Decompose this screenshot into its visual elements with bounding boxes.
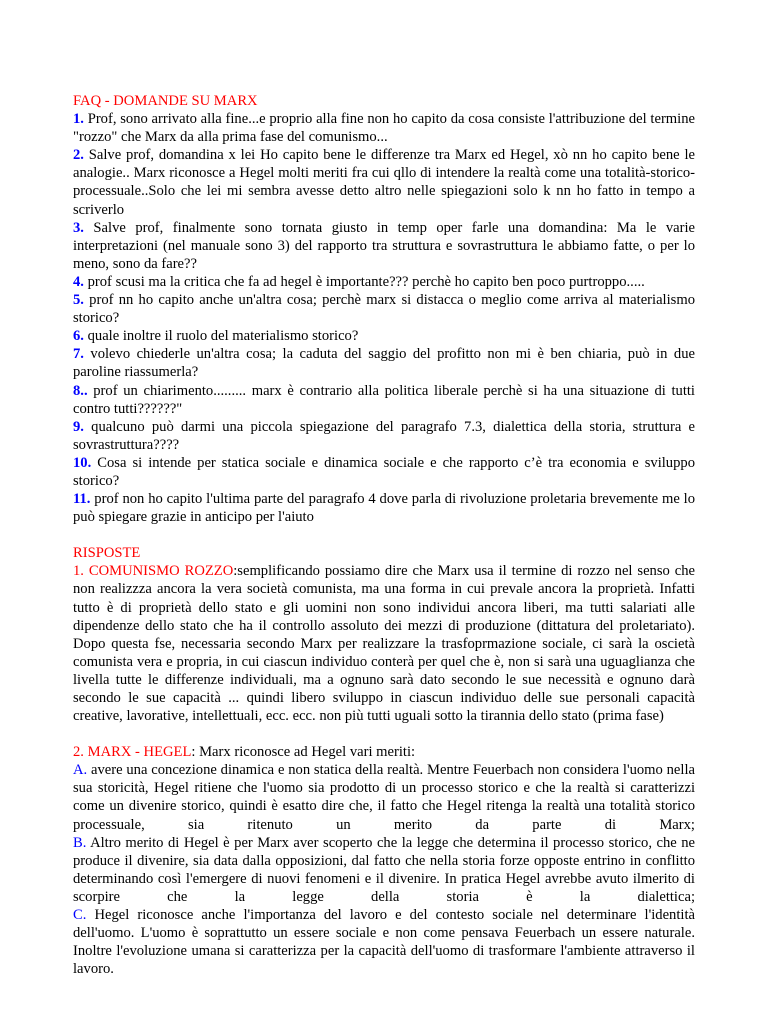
- question-number: 11.: [73, 491, 91, 508]
- question-text: Salve prof, domandina x lei Ho capito bene le differenze tra Marx ed Hegel, xò nn ho capito bene le analogie.. Marx riconosce a Hegel molti meriti fra cui qllo di intendere la realtà come una totalità-storico-processuale..Solo che lei mi sembra avesse detto altro nelle spiegazioni solo k nn ho fatto in tempo a scriverlo: [73, 147, 695, 218]
- spacer: [73, 725, 695, 743]
- question-item: [73, 219, 695, 273]
- questions-list: [73, 110, 695, 526]
- question-text: Cosa si intende per statica sociale e dinamica sociale e che rapporto c’è tra economia e sviluppo storico?: [73, 454, 695, 489]
- point-letter: C.: [73, 907, 87, 924]
- question-text: volevo chiederle un'altra cosa; la caduta del saggio del profitto non mi è ben chiaria, può in due paroline riassumerla?: [73, 346, 695, 381]
- faq-title: FAQ - DOMANDE SU MARX: [73, 93, 258, 109]
- answer-2-header: [73, 743, 695, 761]
- question-number: 4.: [73, 273, 84, 290]
- question-text: quale inoltre il ruolo del materialismo storico?: [83, 328, 359, 345]
- question-text: prof nn ho capito anche un'altra cosa; perchè marx si distacca o meglio come arriva al materialismo storico?: [73, 292, 695, 327]
- answer-2-intro: : Marx riconosce ad Hegel vari meriti:: [191, 744, 416, 761]
- question-item: [73, 382, 695, 418]
- question-number: 5.: [73, 292, 84, 309]
- question-text: Salve prof, finalmente sono tornata giusto in temp oper farle una domandina: Ma le varie interpretazioni (nel manuale sono 3) del rapporto tra struttura e sovrastruttura le abbiamo fatte, o per lo meno, sono da fare??: [73, 219, 695, 272]
- question-number: 8..: [73, 382, 88, 399]
- answer-2-label: 2. MARX - HEGEL: [73, 744, 192, 761]
- question-item: [73, 345, 695, 381]
- answers-title: RISPOSTE: [73, 545, 141, 562]
- question-text: qualcuno può darmi una piccola spiegazione del paragrafo 7.3, dialettica della storia, struttura e sovrastruttura????: [73, 418, 695, 453]
- spacer: [73, 526, 695, 544]
- question-number: 7.: [73, 346, 84, 363]
- point-text: avere una concezione dinamica e non statica della realtà. Mentre Feuerbach non considera l'uomo nella sua storicità, Hegel ritiene che l'uomo sia prodotto di un processo storico e che la realtà si caratterizzi come un divenire storico, quindi è esatto dire che, il fatto che Hegel ritenga la realtà una totalità storico processuale, sia ritenuto un merito da parte di Marx;: [73, 762, 695, 833]
- point-letter: B.: [73, 834, 87, 851]
- point-letter: A.: [73, 762, 88, 779]
- answer-2-point-b: [73, 834, 695, 906]
- point-text: Hegel riconosce anche l'importanza del lavoro e del contesto sociale nel determinare l'identità dell'uomo. L'uomo è soprattutto un essere sociale e non come pensava Feuerbach un essere naturale. Inoltre l'evoluzione umana si caratterizza per la capacità dell'uomo di trasformare l'ambiente attraverso il lavoro.: [73, 907, 695, 978]
- question-text: prof scusi ma la critica che fa ad hegel è importante??? perchè ho capito ben poco purtroppo.....: [83, 273, 645, 290]
- question-number: 3.: [73, 219, 84, 236]
- answer-1: [73, 562, 695, 725]
- question-number: 1.: [73, 111, 84, 128]
- question-text: Prof, sono arrivato alla fine...e proprio alla fine non ho capito da cosa consiste l'attribuzione del termine "rozzo" che Marx da alla prima fase del comunismo...: [73, 111, 695, 146]
- question-text: prof non ho capito l'ultima parte del paragrafo 4 dove parla di rivoluzione proletaria brevemente me lo può spiegare grazie in anticipo per l'aiuto: [73, 491, 695, 526]
- answer-2: [73, 743, 695, 978]
- answer-1-label: 1. COMUNISMO ROZZO: [73, 563, 234, 580]
- question-number: 2.: [73, 147, 84, 164]
- answer-2-point-c: [73, 906, 695, 978]
- question-number: 9.: [73, 418, 84, 435]
- question-item: [73, 273, 695, 291]
- question-item: [73, 146, 695, 218]
- question-item: [73, 110, 695, 146]
- question-item: [73, 454, 695, 490]
- answer-1-text: :semplificando possiamo dire che Marx usa il termine di rozzo nel senso che non realizzza ancora la vera società comunista, ma una forma in cui prevale ancora la proprietà. Infatti tutto è di proprietà dello stato e gli uomini non sono individui ancora liberi, ma tutti salariati alle dipendenze dello stato che ha il controllo assoluto dei mezzi di produzione (dittatura del proletariato). Dopo questa fse, necessaria secondo Marx per realizzare la trasfoprmazione sociale, ci sarà la oscietà comunista vera e propria, in cui ciascun individuo conterà per quel che è, non si sarà una uguaglianza che livella tutte le differenze individuali, ma a ognuno sarà dato secondo le sue necessità e ognuno darà secondo le sue capacità ... quindi libero sviluppo in ciascun individuo delle sue personali capacità creative, lavorative, intellettuali, ecc. ecc. non più tutti uguali sotto la tirannia dello stato (prima fase): [73, 563, 695, 725]
- answer-2-point-a: [73, 761, 695, 833]
- question-number: 6.: [73, 328, 84, 345]
- point-text: Altro merito di Hegel è per Marx aver scoperto che la legge che determina il processo storico, che ne produce il divenire, sia data dalla opposizioni, dal fatto che nella storia forze opposte entrino in conflitto determinando così l'emergere di nuovi fenomeni e il divenire. In pratica Hegel avrebbe avuto ilmerito di scorpire che la legge della storia è la dialettica;: [73, 834, 695, 905]
- question-item: [73, 327, 695, 345]
- question-text: prof un chiarimento......... marx è contrario alla politica liberale perchè si ha una situazione di tutti contro tutti??????": [73, 382, 695, 417]
- question-number: 10.: [73, 454, 92, 471]
- question-item: [73, 291, 695, 327]
- question-item: [73, 418, 695, 454]
- question-item: [73, 490, 695, 526]
